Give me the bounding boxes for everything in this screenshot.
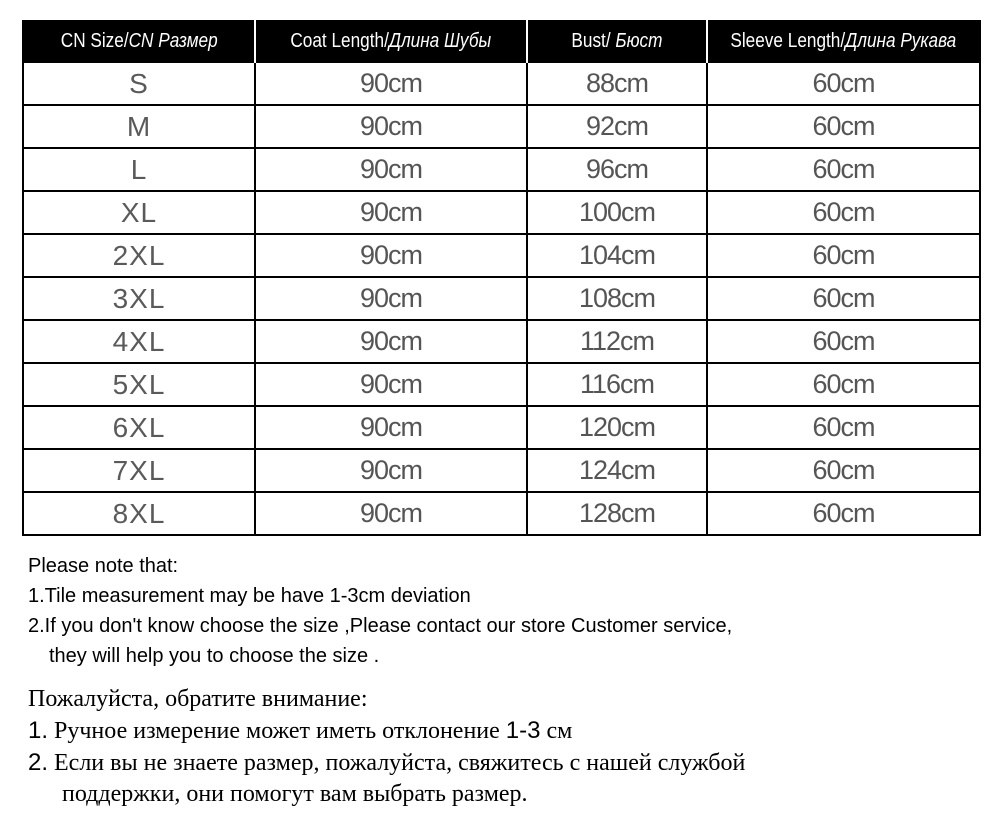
header-ru-label: Длина Шубы xyxy=(389,30,492,52)
bust-cell: 88cm xyxy=(527,62,707,105)
header-ru-label: Бюст xyxy=(615,30,663,52)
size-cell: XL xyxy=(23,191,255,234)
notes-ru-heading: Пожалуйста, обратите внимание: xyxy=(28,686,368,712)
size-chart-table xyxy=(22,20,981,536)
table-row xyxy=(23,406,980,449)
bust-cell: 128cm xyxy=(527,492,707,535)
bust-cell: 116cm xyxy=(527,363,707,406)
bust-cell: 112cm xyxy=(527,320,707,363)
header-coat-length xyxy=(255,21,527,62)
table-row xyxy=(23,492,980,535)
table-row xyxy=(23,148,980,191)
coat-length-cell: 90cm xyxy=(255,191,527,234)
sleeve-length-cell: 60cm xyxy=(707,277,980,320)
header-en-label: Bust/ xyxy=(571,30,616,52)
header-sleeve-length xyxy=(707,21,980,62)
notes-en-line-1: 1.Tile measurement may be have 1-3cm deviation xyxy=(28,585,471,607)
sleeve-length-cell: 60cm xyxy=(707,320,980,363)
size-cell: L xyxy=(23,148,255,191)
notes-russian xyxy=(28,684,745,810)
sleeve-length-cell: 60cm xyxy=(707,363,980,406)
bust-cell: 96cm xyxy=(527,148,707,191)
notes-en-heading: Please note that: xyxy=(28,555,179,577)
sleeve-length-cell: 60cm xyxy=(707,234,980,277)
notes-en-line-3: they will help you to choose the size . xyxy=(49,645,380,667)
table-row xyxy=(23,105,980,148)
sleeve-length-cell: 60cm xyxy=(707,148,980,191)
bust-cell: 124cm xyxy=(527,449,707,492)
bust-cell: 100cm xyxy=(527,191,707,234)
coat-length-cell: 90cm xyxy=(255,234,527,277)
header-cn-size xyxy=(23,21,255,62)
table-row xyxy=(23,363,980,406)
size-cell: 3XL xyxy=(23,277,255,320)
header-ru-label: CN Размер xyxy=(128,30,218,52)
coat-length-cell: 90cm xyxy=(255,449,527,492)
table-header-row xyxy=(23,21,980,62)
size-cell: 2XL xyxy=(23,234,255,277)
table-row xyxy=(23,320,980,363)
notes-en-line-2: 2.If you don't know choose the size ,Please contact our store Customer service, xyxy=(28,615,733,637)
coat-length-cell: 90cm xyxy=(255,492,527,535)
notes-ru-item-1 xyxy=(28,715,745,747)
size-cell: S xyxy=(23,62,255,105)
size-cell: M xyxy=(23,105,255,148)
size-cell: 8XL xyxy=(23,492,255,535)
bust-cell: 104cm xyxy=(527,234,707,277)
table-row xyxy=(23,449,980,492)
bust-cell: 108cm xyxy=(527,277,707,320)
coat-length-cell: 90cm xyxy=(255,320,527,363)
coat-length-cell: 90cm xyxy=(255,363,527,406)
notes-ru-item-1-text-b: см xyxy=(540,718,573,744)
bust-cell: 120cm xyxy=(527,406,707,449)
sleeve-length-cell: 60cm xyxy=(707,62,980,105)
header-bust xyxy=(527,21,707,62)
notes-ru-item-1-range: 1-3 xyxy=(505,717,541,744)
notes-ru-item-2 xyxy=(28,747,745,779)
coat-length-cell: 90cm xyxy=(255,406,527,449)
notes-ru-item-1-number: 1. xyxy=(28,717,49,744)
coat-length-cell: 90cm xyxy=(255,148,527,191)
size-cell: 4XL xyxy=(23,320,255,363)
notes-ru-item-2-continuation: поддержки, они помогут вам выбрать размер. xyxy=(62,781,528,807)
table-row xyxy=(23,62,980,105)
sleeve-length-cell: 60cm xyxy=(707,406,980,449)
header-en-label: CN Size/ xyxy=(60,30,129,52)
notes-ru-item-2-number: 2. xyxy=(28,749,49,776)
size-cell: 7XL xyxy=(23,449,255,492)
size-cell: 5XL xyxy=(23,363,255,406)
table-row xyxy=(23,234,980,277)
sleeve-length-cell: 60cm xyxy=(707,449,980,492)
header-ru-label: Длина Рукава xyxy=(845,30,957,52)
size-cell: 6XL xyxy=(23,406,255,449)
bust-cell: 92cm xyxy=(527,105,707,148)
table-row xyxy=(23,277,980,320)
sleeve-length-cell: 60cm xyxy=(707,105,980,148)
coat-length-cell: 90cm xyxy=(255,105,527,148)
header-en-label: Coat Length/ xyxy=(290,30,390,52)
sleeve-length-cell: 60cm xyxy=(707,191,980,234)
sleeve-length-cell: 60cm xyxy=(707,492,980,535)
coat-length-cell: 90cm xyxy=(255,277,527,320)
coat-length-cell: 90cm xyxy=(255,62,527,105)
notes-ru-item-1-text-a: Ручное измерение может иметь отклонение xyxy=(48,718,506,744)
notes-english xyxy=(28,551,732,671)
table-row xyxy=(23,191,980,234)
notes-ru-item-2-text: Если вы не знаете размер, пожалуйста, свяжитесь с нашей службой xyxy=(48,750,746,776)
header-en-label: Sleeve Length/ xyxy=(730,30,846,52)
